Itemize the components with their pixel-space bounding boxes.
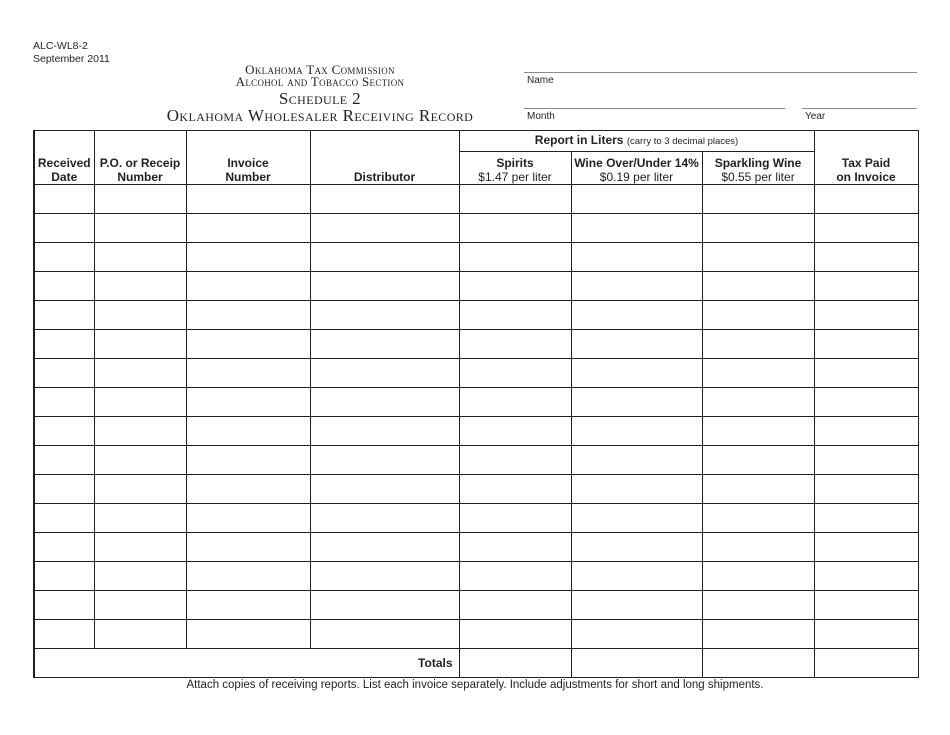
table-row [34,591,918,620]
po-number-cell[interactable] [94,446,186,475]
spirits-cell[interactable] [459,504,571,533]
invoice-number-cell[interactable] [186,185,310,214]
form-id-block [33,40,110,66]
spirits-cell[interactable] [459,272,571,301]
wine-cell[interactable] [571,272,702,301]
distributor-cell[interactable] [310,185,459,214]
table-row [34,504,918,533]
spirits-cell[interactable] [459,533,571,562]
spirits-cell[interactable] [459,330,571,359]
agency-section: Alcohol and Tobacco Section [235,74,405,89]
spirits-cell[interactable] [459,388,571,417]
tax-paid-cell[interactable] [814,417,918,446]
year-label: Year [805,111,826,122]
received-date-cell[interactable] [34,475,94,504]
distributor-cell[interactable] [310,562,459,591]
totals-row [34,649,918,678]
distributor-cell[interactable] [310,214,459,243]
name-label: Name [527,75,554,86]
invoice-number-cell[interactable] [186,214,310,243]
wine-cell[interactable] [571,562,702,591]
distributor-cell[interactable] [310,620,459,649]
sparkling-wine-cell[interactable] [702,388,814,417]
invoice-number-cell[interactable] [186,446,310,475]
tax-paid-cell[interactable] [814,214,918,243]
spirits-cell[interactable] [459,591,571,620]
tax-paid-cell[interactable] [814,359,918,388]
sparkling-wine-cell[interactable] [702,562,814,591]
totals-label: Totals [34,649,459,678]
spirits-cell[interactable] [459,417,571,446]
received-date-cell[interactable] [34,214,94,243]
po-number-cell[interactable] [94,388,186,417]
receiving-record-table [33,130,919,678]
col-header-sparkling-wine: Sparkling Wine $0.55 per liter [702,152,814,185]
col-header-distributor: Distributor [310,131,459,185]
wine-rate: $0.19 per liter [599,170,674,184]
distributor-cell[interactable] [310,591,459,620]
table-row [34,562,918,591]
sparkling-wine-cell[interactable] [702,330,814,359]
wine-cell[interactable] [571,388,702,417]
wine-cell[interactable] [571,475,702,504]
invoice-number-cell[interactable] [186,359,310,388]
tax-paid-cell[interactable] [814,591,918,620]
table-row [34,417,918,446]
sparkling-wine-cell[interactable] [702,417,814,446]
invoice-number-cell[interactable] [186,533,310,562]
form-number: ALC-WL8-2 [33,40,88,52]
invoice-number-cell[interactable] [186,301,310,330]
table-row [34,330,918,359]
received-date-cell[interactable] [34,330,94,359]
po-number-cell[interactable] [94,504,186,533]
tax-paid-cell[interactable] [814,446,918,475]
sparkling-wine-cell[interactable] [702,533,814,562]
tax-paid-cell[interactable] [814,562,918,591]
wine-cell[interactable] [571,417,702,446]
sparkling-wine-cell[interactable] [702,620,814,649]
invoice-number-cell[interactable] [186,475,310,504]
year-field[interactable] [802,108,917,109]
invoice-number-cell[interactable] [186,243,310,272]
received-date-cell[interactable] [34,388,94,417]
wine-cell[interactable] [571,591,702,620]
received-date-cell[interactable] [34,504,94,533]
po-number-cell[interactable] [94,330,186,359]
table-row [34,301,918,330]
received-date-cell[interactable] [34,417,94,446]
received-date-cell[interactable] [34,562,94,591]
name-field[interactable] [524,72,917,73]
spirits-cell[interactable] [459,446,571,475]
wine-cell[interactable] [571,330,702,359]
col-header-wine: Wine Over/Under 14% $0.19 per liter [571,152,702,185]
col-header-invoice-number: Invoice Number [186,131,310,185]
sparkling-wine-cell[interactable] [702,243,814,272]
distributor-cell[interactable] [310,243,459,272]
page-title: Oklahoma Wholesaler Receiving Record [166,106,474,125]
col-header-po-number: P.O. or Receip Number [94,131,186,185]
spirits-cell[interactable] [459,185,571,214]
po-number-cell[interactable] [94,475,186,504]
tax-paid-cell[interactable] [814,330,918,359]
spirits-cell[interactable] [459,620,571,649]
wine-cell[interactable] [571,301,702,330]
total-sparkling-wine-cell[interactable] [702,649,814,678]
po-number-cell[interactable] [94,533,186,562]
spirits-rate: $1.47 per liter [478,170,552,184]
sparkling-wine-cell[interactable] [702,504,814,533]
po-number-cell[interactable] [94,562,186,591]
received-date-cell[interactable] [34,533,94,562]
spirits-cell[interactable] [459,301,571,330]
received-date-cell[interactable] [34,359,94,388]
spirits-cell[interactable] [459,475,571,504]
total-spirits-cell[interactable] [459,649,571,678]
invoice-number-cell[interactable] [186,562,310,591]
wine-cell[interactable] [571,446,702,475]
spirits-cell[interactable] [459,359,571,388]
wine-cell[interactable] [571,620,702,649]
agency-name: Oklahoma Tax Commission [245,62,395,77]
received-date-cell[interactable] [34,272,94,301]
invoice-number-cell[interactable] [186,417,310,446]
sparkling-wine-cell[interactable] [702,359,814,388]
distributor-cell[interactable] [310,504,459,533]
schedule-number: Schedule 2 [278,89,362,108]
invoice-number-cell[interactable] [186,388,310,417]
spirits-cell[interactable] [459,214,571,243]
footer-instructions: Attach copies of receiving reports. List each invoice separately. Include adjustments for short and long shipments. [186,679,764,691]
wine-cell[interactable] [571,214,702,243]
distributor-cell[interactable] [310,272,459,301]
month-label: Month [527,111,555,122]
table-row [34,475,918,504]
tax-paid-cell[interactable] [814,533,918,562]
total-wine-cell[interactable] [571,649,702,678]
sparkling-wine-cell[interactable] [702,475,814,504]
distributor-cell[interactable] [310,388,459,417]
po-number-cell[interactable] [94,243,186,272]
received-date-cell[interactable] [34,301,94,330]
distributor-cell[interactable] [310,446,459,475]
table-row [34,388,918,417]
po-number-cell[interactable] [94,272,186,301]
distributor-cell[interactable] [310,359,459,388]
tax-paid-cell[interactable] [814,301,918,330]
received-date-cell[interactable] [34,243,94,272]
col-group-header-report-in-liters: Report in Liters (carry to 3 decimal places) [459,131,814,152]
tax-paid-cell[interactable] [814,243,918,272]
distributor-cell[interactable] [310,533,459,562]
form-revision-date: September 2011 [33,53,110,65]
tax-paid-cell[interactable] [814,620,918,649]
table-row [34,359,918,388]
table-row [34,214,918,243]
po-number-cell[interactable] [94,591,186,620]
table-row [34,533,918,562]
sparkling-wine-rate: $0.55 per liter [721,170,795,184]
table-row [34,243,918,272]
invoice-number-cell[interactable] [186,272,310,301]
tax-paid-cell[interactable] [814,272,918,301]
sparkling-wine-cell[interactable] [702,214,814,243]
sparkling-wine-cell[interactable] [702,185,814,214]
received-date-cell[interactable] [34,591,94,620]
table-row [34,185,918,214]
invoice-number-cell[interactable] [186,504,310,533]
distributor-cell[interactable] [310,475,459,504]
received-date-cell[interactable] [34,185,94,214]
received-date-cell[interactable] [34,620,94,649]
invoice-number-cell[interactable] [186,330,310,359]
decimal-places-note: (carry to 3 decimal places) [626,136,739,147]
po-number-cell[interactable] [94,214,186,243]
po-number-cell[interactable] [94,185,186,214]
sparkling-wine-cell[interactable] [702,446,814,475]
wine-cell[interactable] [571,185,702,214]
invoice-number-cell[interactable] [186,591,310,620]
table-row [34,272,918,301]
table-row [34,446,918,475]
col-header-received-date: Received Date [34,131,94,185]
distributor-cell[interactable] [310,417,459,446]
tax-paid-cell[interactable] [814,475,918,504]
wine-cell[interactable] [571,504,702,533]
invoice-number-cell[interactable] [186,620,310,649]
distributor-cell[interactable] [310,301,459,330]
spirits-cell[interactable] [459,243,571,272]
sparkling-wine-cell[interactable] [702,272,814,301]
tax-paid-cell[interactable] [814,504,918,533]
po-number-cell[interactable] [94,359,186,388]
received-date-cell[interactable] [34,446,94,475]
sparkling-wine-cell[interactable] [702,591,814,620]
sparkling-wine-cell[interactable] [702,301,814,330]
tax-paid-cell[interactable] [814,185,918,214]
col-header-tax-paid: Tax Paid on Invoice [814,131,918,185]
po-number-cell[interactable] [94,620,186,649]
po-number-cell[interactable] [94,301,186,330]
total-tax-paid-cell[interactable] [814,649,918,678]
table-row [34,620,918,649]
po-number-cell[interactable] [94,417,186,446]
spirits-cell[interactable] [459,562,571,591]
tax-paid-cell[interactable] [814,388,918,417]
wine-cell[interactable] [571,359,702,388]
wine-cell[interactable] [571,533,702,562]
col-header-spirits: Spirits $1.47 per liter [459,152,571,185]
month-field[interactable] [524,108,785,109]
wine-cell[interactable] [571,243,702,272]
distributor-cell[interactable] [310,330,459,359]
